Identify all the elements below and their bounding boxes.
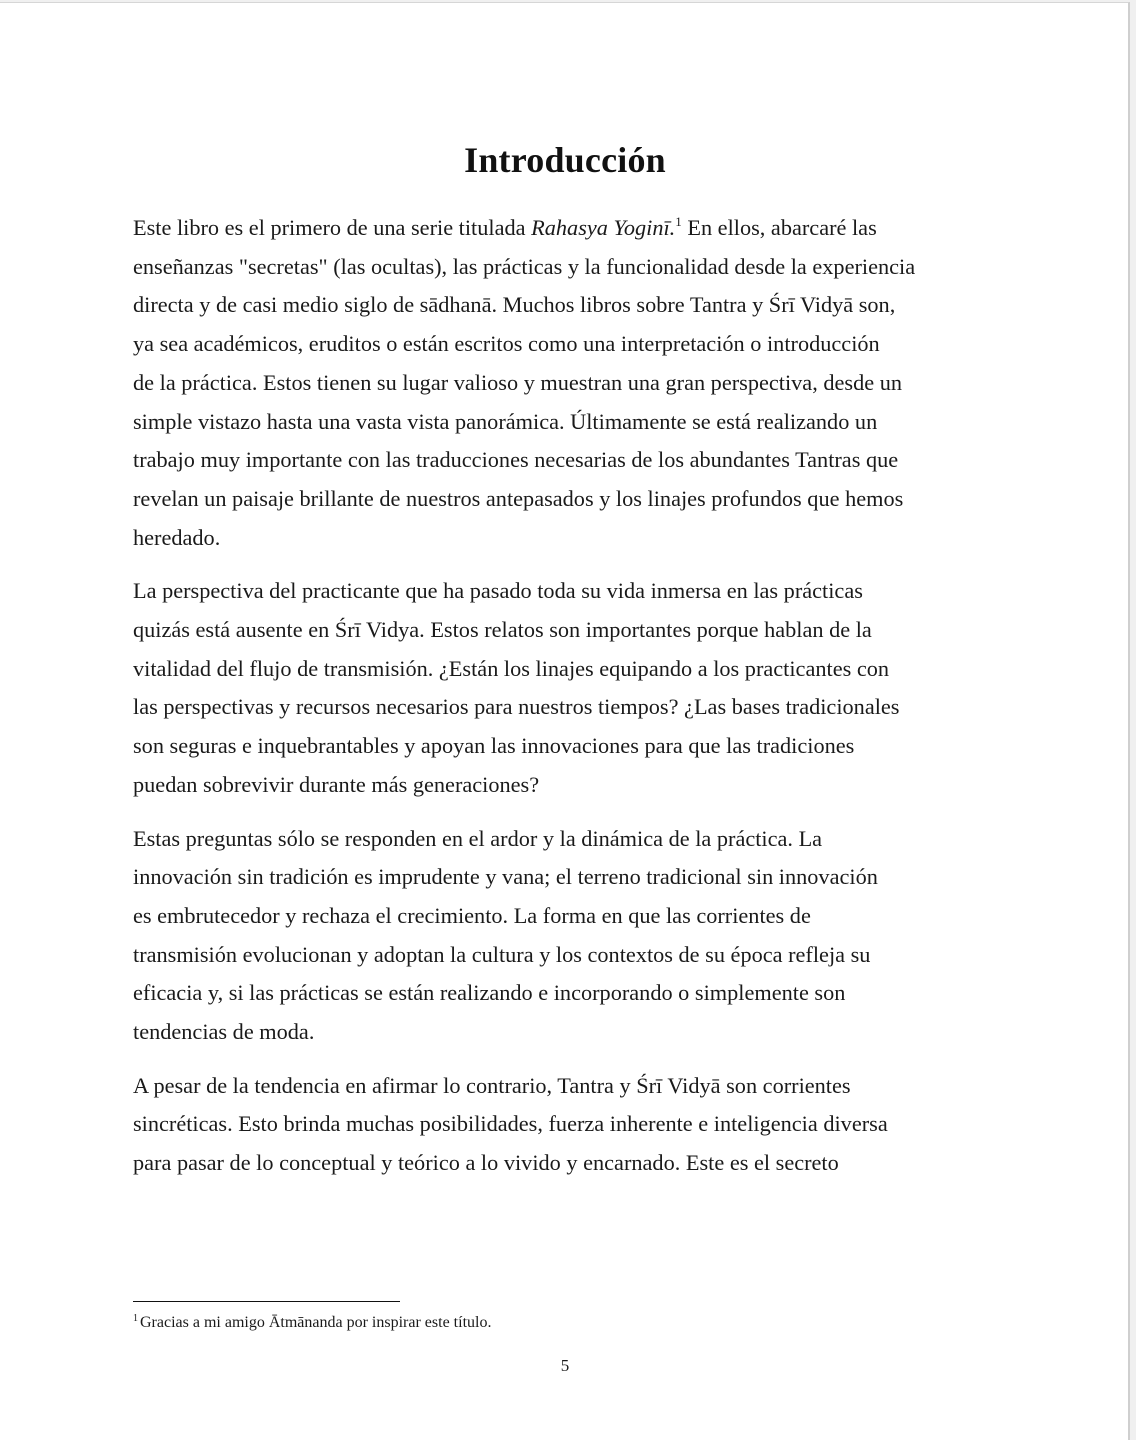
footnote-separator bbox=[133, 1301, 400, 1302]
footnote-number: 1 bbox=[133, 1313, 138, 1324]
text-line: directa y de casi medio siglo de sādhanā. Muchos libros sobre Tantra y Śrī Vidyā son, bbox=[133, 292, 896, 318]
paragraph-2 bbox=[133, 572, 1005, 804]
text-line: las perspectivas y recursos necesarios para nuestros tiempos? ¿Las bases tradicionales bbox=[133, 694, 900, 720]
footnote bbox=[133, 1314, 491, 1332]
text-run: Este libro es el primero de una serie titulada bbox=[133, 215, 532, 240]
text-line: trabajo muy importante con las traducciones necesarias de los abundantes Tantras que bbox=[133, 447, 899, 473]
text-line: tendencias de moda. bbox=[133, 1019, 315, 1045]
footnote-reference[interactable]: 1 bbox=[675, 214, 682, 229]
text-line: quizás está ausente en Śrī Vidya. Estos relatos son importantes porque hablan de la bbox=[133, 617, 872, 643]
text-line: innovación sin tradición es imprudente y vana; el terreno tradicional sin innovación bbox=[133, 864, 878, 890]
text-line: simple vistazo hasta una vasta vista panorámica. Últimamente se está realizando un bbox=[133, 408, 878, 434]
page-number: 5 bbox=[560, 1356, 570, 1375]
text-line: A pesar de la tendencia en afirmar lo contrario, Tantra y Śrī Vidyā son corrientes bbox=[133, 1072, 851, 1098]
footnote-text: Gracias a mi amigo Ātmānanda por inspirar este título. bbox=[140, 1314, 492, 1331]
paragraph-4 bbox=[133, 1067, 1005, 1183]
text-line: para pasar de lo conceptual y teórico a lo vivido y encarnado. Este es el secreto bbox=[133, 1150, 839, 1176]
text-line: La perspectiva del practicante que ha pasado toda su vida inmersa en las prácticas bbox=[133, 578, 863, 604]
text-line: revelan un paisaje brillante de nuestros antepasados y los linajes profundos que hemos bbox=[133, 485, 904, 511]
text-line bbox=[133, 209, 1005, 248]
text-line: transmisión evolucionan y adoptan la cultura y los contextos de su época refleja su bbox=[133, 941, 871, 967]
text-run: En ellos, abarcaré las bbox=[681, 215, 877, 240]
paragraph-1 bbox=[133, 209, 1005, 557]
text-line: ya sea académicos, eruditos o están escritos como una interpretación o introducción bbox=[133, 331, 880, 357]
text-line: sincréticas. Esto brinda muchas posibilidades, fuerza inherente e inteligencia diversa bbox=[133, 1111, 888, 1137]
text-line: Estas preguntas sólo se responden en el ardor y la dinámica de la práctica. La bbox=[133, 825, 823, 851]
text-line: eficacia y, si las prácticas se están realizando e incorporando o simplemente son bbox=[133, 980, 846, 1006]
body-text bbox=[133, 209, 1005, 1198]
text-line: puedan sobrevivir durante más generaciones? bbox=[133, 771, 540, 797]
chapter-title: Introducción bbox=[464, 140, 666, 180]
document-page bbox=[0, 2, 1130, 1440]
text-line: vitalidad del flujo de transmisión. ¿Están los linajes equipando a los practicantes con bbox=[133, 655, 890, 681]
text-line: son seguras e inquebrantables y apoyan las innovaciones para que las tradiciones bbox=[133, 733, 855, 759]
text-line: es embrutecedor y rechaza el crecimiento. La forma en que las corrientes de bbox=[133, 902, 811, 928]
series-title: Rahasya Yoginī. bbox=[531, 215, 676, 240]
text-line: de la práctica. Estos tienen su lugar valioso y muestran una gran perspectiva, desde un bbox=[133, 369, 902, 395]
text-line: heredado. bbox=[133, 524, 221, 550]
text-line: enseñanzas "secretas" (las ocultas), las prácticas y la funcionalidad desde la experiencia bbox=[133, 253, 916, 279]
paragraph-3 bbox=[133, 820, 1005, 1052]
